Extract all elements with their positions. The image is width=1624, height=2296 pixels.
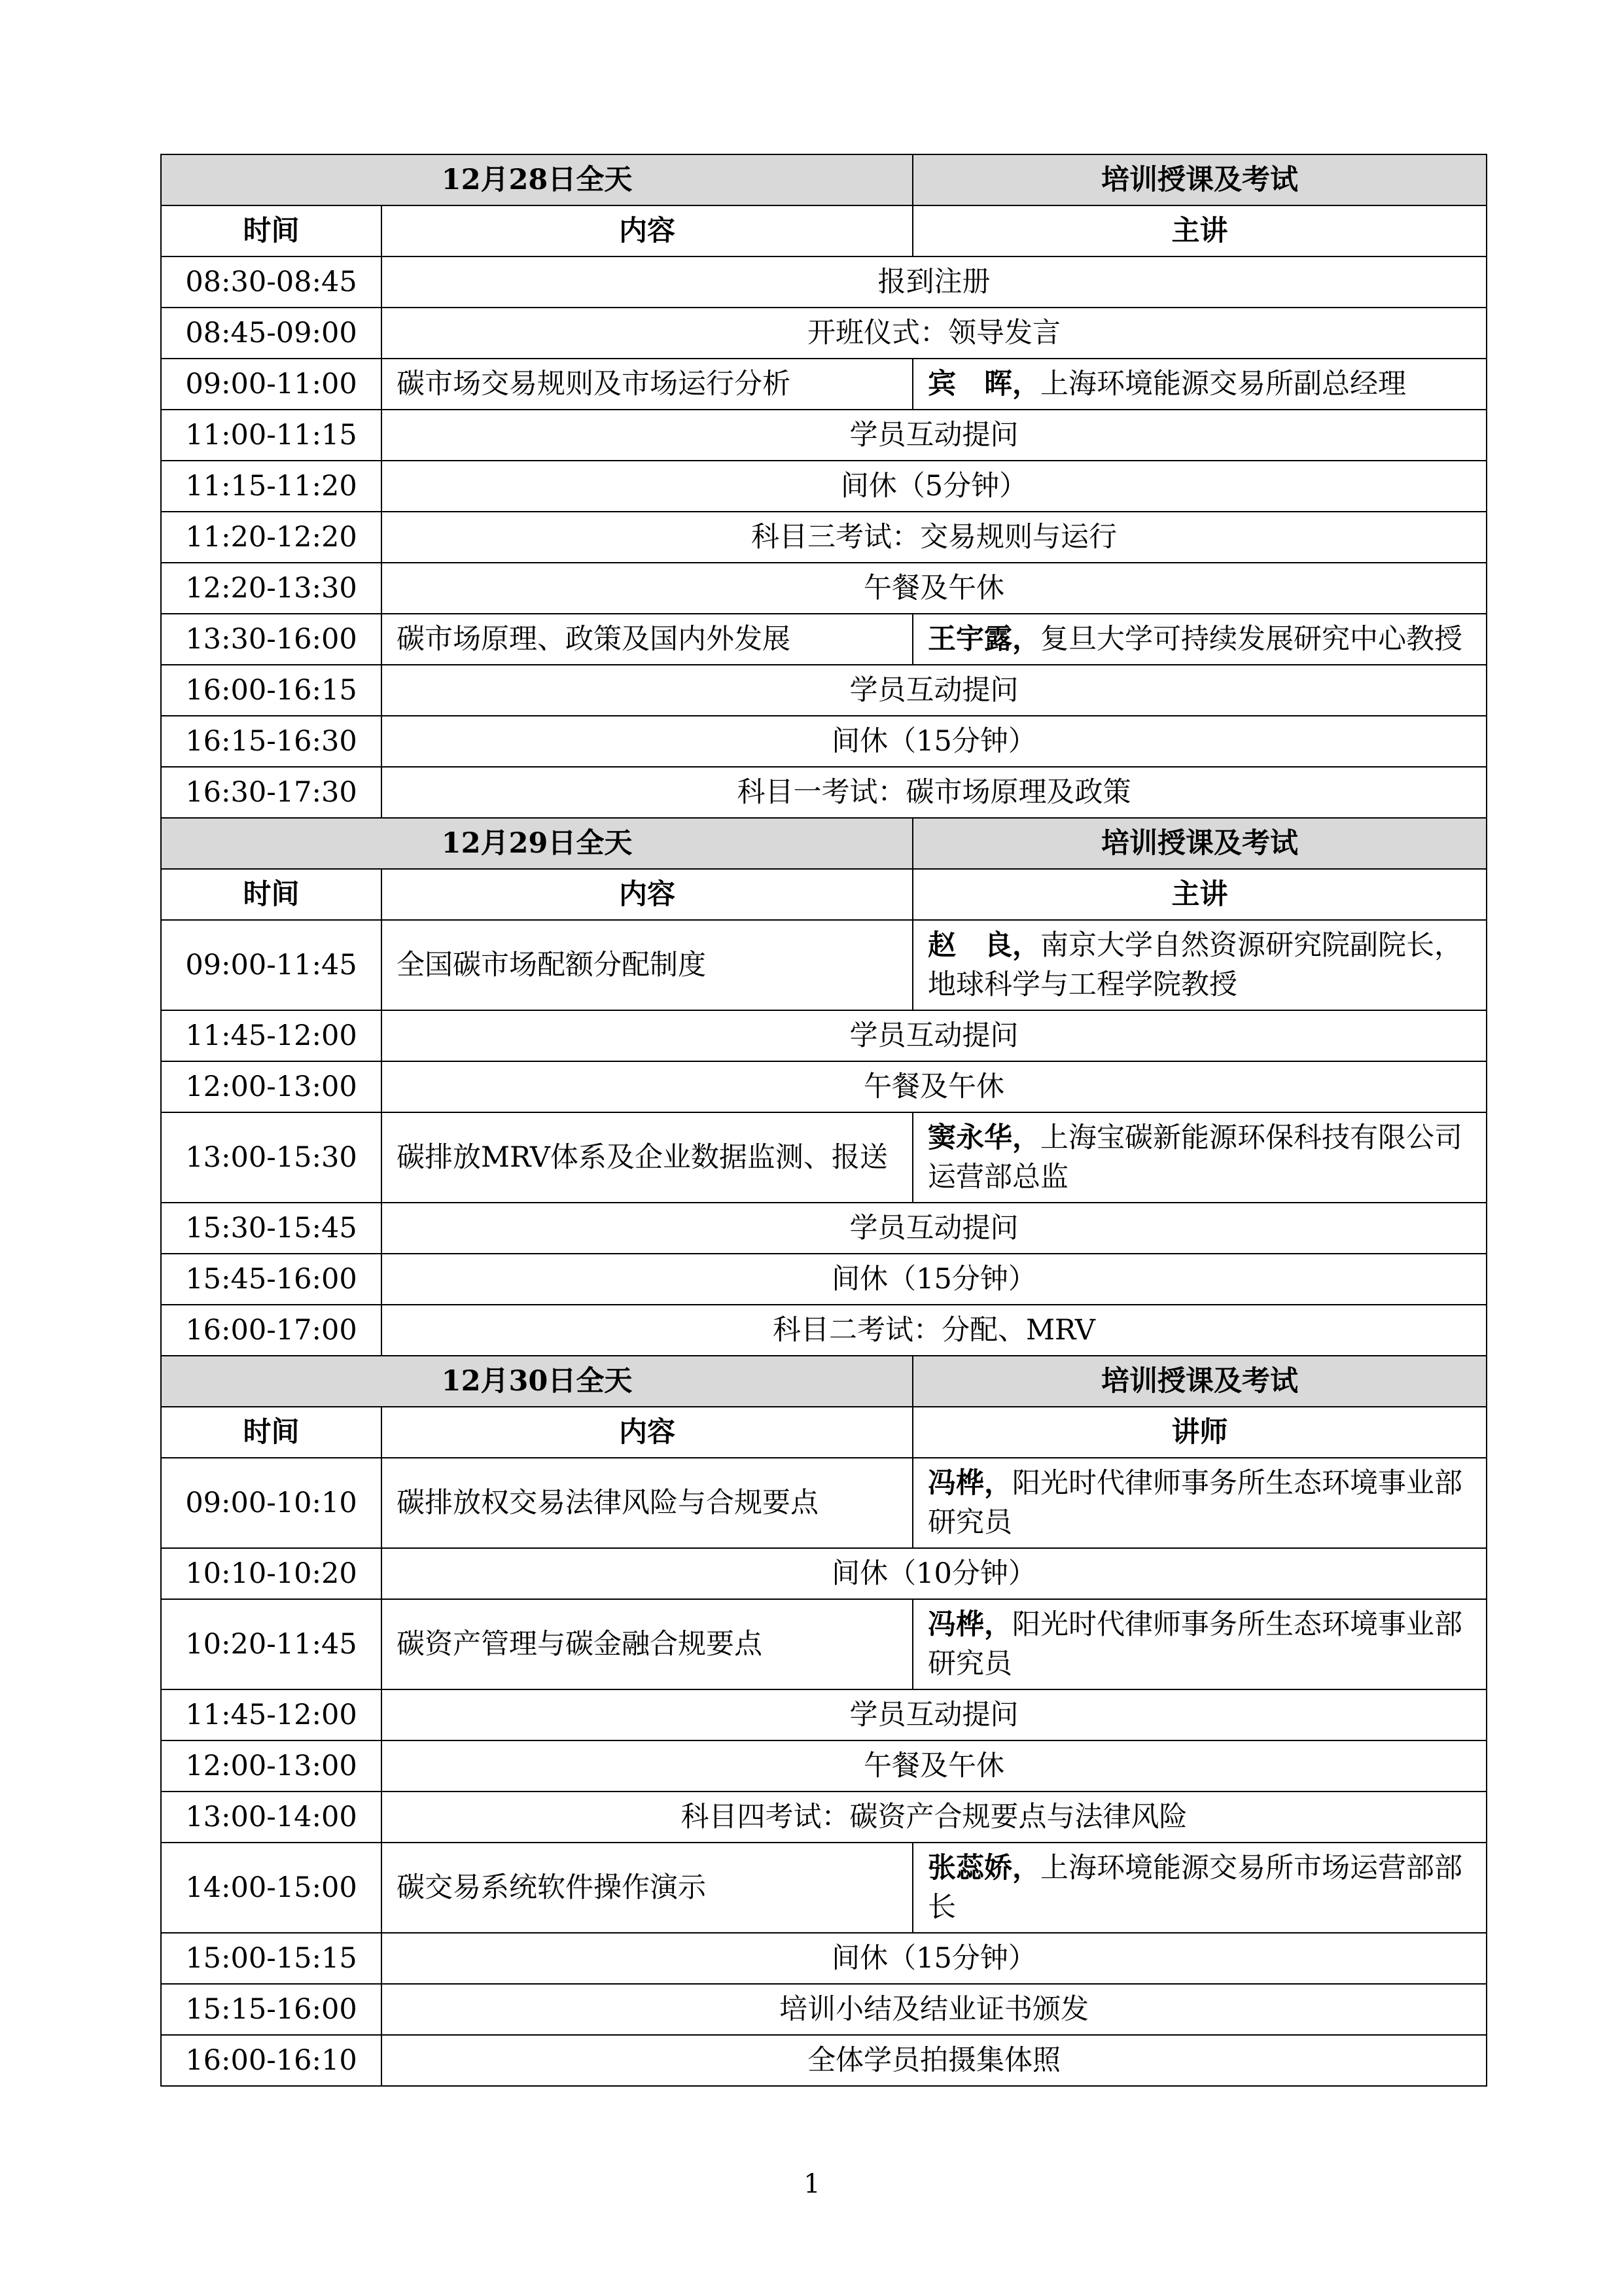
speaker-name: 赵 良， (928, 929, 1040, 962)
time-cell: 16:30-17:30 (161, 767, 381, 818)
event-cell: 学员互动提问 (381, 665, 1487, 716)
page-number: 1 (803, 2169, 821, 2199)
event-cell: 午餐及午休 (381, 1061, 1487, 1112)
table-row (161, 1933, 1487, 1984)
time-cell: 12:20-13:30 (161, 563, 381, 614)
time-cell: 08:30-08:45 (161, 256, 381, 308)
time-cell: 09:00-11:45 (161, 920, 381, 1010)
day-title: 12月30日全天 (161, 1356, 913, 1407)
event-cell: 全体学员拍摄集体照 (381, 2035, 1487, 2086)
table-row (161, 1203, 1487, 1254)
time-cell: 13:00-14:00 (161, 1792, 381, 1843)
col-speaker-header: 主讲 (913, 205, 1487, 256)
speaker-name: 王宇露， (928, 623, 1040, 656)
speaker-cell (913, 1599, 1487, 1689)
col-time-header: 时间 (161, 1407, 381, 1458)
time-cell: 08:45-09:00 (161, 308, 381, 359)
time-cell: 11:45-12:00 (161, 1010, 381, 1061)
speaker-name: 窦永华， (928, 1122, 1040, 1154)
time-cell: 12:00-13:00 (161, 1061, 381, 1112)
event-cell: 间休（15分钟） (381, 716, 1487, 767)
table-row (161, 359, 1487, 410)
table-row (161, 308, 1487, 359)
speaker-title: 阳光时代律师事务所生态环境事业部研究员 (928, 1608, 1462, 1680)
event-cell: 间休（5分钟） (381, 461, 1487, 512)
column-header-row (161, 869, 1487, 920)
table-row (161, 614, 1487, 665)
speaker-title: 上海环境能源交易所副总经理 (1040, 368, 1406, 400)
speaker-cell (913, 1458, 1487, 1548)
time-cell: 16:15-16:30 (161, 716, 381, 767)
event-cell: 科目三考试：交易规则与运行 (381, 512, 1487, 563)
table-row (161, 563, 1487, 614)
event-cell: 科目一考试：碳市场原理及政策 (381, 767, 1487, 818)
time-cell: 10:10-10:20 (161, 1548, 381, 1599)
time-cell: 15:30-15:45 (161, 1203, 381, 1254)
time-cell: 12:00-13:00 (161, 1740, 381, 1792)
table-row (161, 716, 1487, 767)
event-cell: 间休（15分钟） (381, 1933, 1487, 1984)
speaker-name: 宾 晖， (928, 368, 1040, 400)
table-row (161, 1458, 1487, 1548)
table-row (161, 1010, 1487, 1061)
time-cell: 13:00-15:30 (161, 1112, 381, 1203)
day-header (161, 818, 1487, 869)
time-cell: 11:15-11:20 (161, 461, 381, 512)
speaker-title: 复旦大学可持续发展研究中心教授 (1040, 623, 1462, 656)
content-cell: 碳市场交易规则及市场运行分析 (381, 359, 913, 410)
content-cell: 全国碳市场配额分配制度 (381, 920, 913, 1010)
event-cell: 午餐及午休 (381, 563, 1487, 614)
event-cell: 科目二考试：分配、MRV (381, 1305, 1487, 1356)
table-row (161, 1254, 1487, 1305)
column-header-row (161, 1407, 1487, 1458)
day-header (161, 154, 1487, 205)
table-row (161, 1792, 1487, 1843)
event-cell: 间休（10分钟） (381, 1548, 1487, 1599)
time-cell: 11:45-12:00 (161, 1689, 381, 1740)
event-cell: 午餐及午休 (381, 1740, 1487, 1792)
time-cell: 15:15-16:00 (161, 1984, 381, 2035)
table-row (161, 1548, 1487, 1599)
table-row (161, 767, 1487, 818)
content-cell: 碳交易系统软件操作演示 (381, 1843, 913, 1933)
col-content-header: 内容 (381, 205, 913, 256)
speaker-title: 上海宝碳新能源环保科技有限公司运营部总监 (928, 1122, 1462, 1193)
day-subtitle: 培训授课及考试 (913, 154, 1487, 205)
event-cell: 学员互动提问 (381, 410, 1487, 461)
speaker-title: 南京大学自然资源研究院副院长，地球科学与工程学院教授 (928, 929, 1462, 1001)
speaker-name: 张蕊娇， (928, 1852, 1040, 1884)
col-content-header: 内容 (381, 1407, 913, 1458)
table-row (161, 256, 1487, 308)
speaker-cell (913, 1112, 1487, 1203)
time-cell: 16:00-17:00 (161, 1305, 381, 1356)
speaker-cell (913, 359, 1487, 410)
content-cell: 碳排放MRV体系及企业数据监测、报送 (381, 1112, 913, 1203)
table-row (161, 2035, 1487, 2086)
time-cell: 11:00-11:15 (161, 410, 381, 461)
speaker-title: 阳光时代律师事务所生态环境事业部研究员 (928, 1467, 1462, 1539)
content-cell: 碳排放权交易法律风险与合规要点 (381, 1458, 913, 1548)
table-row (161, 1599, 1487, 1689)
schedule-body (161, 154, 1487, 2086)
event-cell: 间休（15分钟） (381, 1254, 1487, 1305)
event-cell: 科目四考试：碳资产合规要点与法律风险 (381, 1792, 1487, 1843)
speaker-title: 上海环境能源交易所市场运营部部长 (928, 1852, 1462, 1924)
table-row (161, 1689, 1487, 1740)
table-row (161, 410, 1487, 461)
col-content-header: 内容 (381, 869, 913, 920)
column-header-row (161, 205, 1487, 256)
speaker-name: 冯桦， (928, 1467, 1012, 1500)
time-cell: 16:00-16:15 (161, 665, 381, 716)
time-cell: 13:30-16:00 (161, 614, 381, 665)
content-cell: 碳资产管理与碳金融合规要点 (381, 1599, 913, 1689)
table-row (161, 920, 1487, 1010)
event-cell: 报到注册 (381, 256, 1487, 308)
table-row (161, 1112, 1487, 1203)
day-subtitle: 培训授课及考试 (913, 1356, 1487, 1407)
table-row (161, 461, 1487, 512)
speaker-cell (913, 614, 1487, 665)
time-cell: 14:00-15:00 (161, 1843, 381, 1933)
day-title: 12月28日全天 (161, 154, 913, 205)
time-cell: 09:00-11:00 (161, 359, 381, 410)
table-row (161, 1061, 1487, 1112)
table-row (161, 1305, 1487, 1356)
time-cell: 15:45-16:00 (161, 1254, 381, 1305)
time-cell: 11:20-12:20 (161, 512, 381, 563)
time-cell: 10:20-11:45 (161, 1599, 381, 1689)
table-row (161, 665, 1487, 716)
day-title: 12月29日全天 (161, 818, 913, 869)
event-cell: 学员互动提问 (381, 1689, 1487, 1740)
col-speaker-header: 主讲 (913, 869, 1487, 920)
schedule-table (160, 154, 1487, 2087)
speaker-cell (913, 920, 1487, 1010)
table-row (161, 512, 1487, 563)
time-cell: 16:00-16:10 (161, 2035, 381, 2086)
time-cell: 09:00-10:10 (161, 1458, 381, 1548)
event-cell: 培训小结及结业证书颁发 (381, 1984, 1487, 2035)
day-header (161, 1356, 1487, 1407)
event-cell: 学员互动提问 (381, 1203, 1487, 1254)
table-row (161, 1984, 1487, 2035)
table-row (161, 1740, 1487, 1792)
speaker-name: 冯桦， (928, 1608, 1012, 1641)
speaker-cell (913, 1843, 1487, 1933)
day-subtitle: 培训授课及考试 (913, 818, 1487, 869)
col-time-header: 时间 (161, 205, 381, 256)
time-cell: 15:00-15:15 (161, 1933, 381, 1984)
col-speaker-header: 讲师 (913, 1407, 1487, 1458)
event-cell: 学员互动提问 (381, 1010, 1487, 1061)
col-time-header: 时间 (161, 869, 381, 920)
event-cell: 开班仪式：领导发言 (381, 308, 1487, 359)
content-cell: 碳市场原理、政策及国内外发展 (381, 614, 913, 665)
table-row (161, 1843, 1487, 1933)
